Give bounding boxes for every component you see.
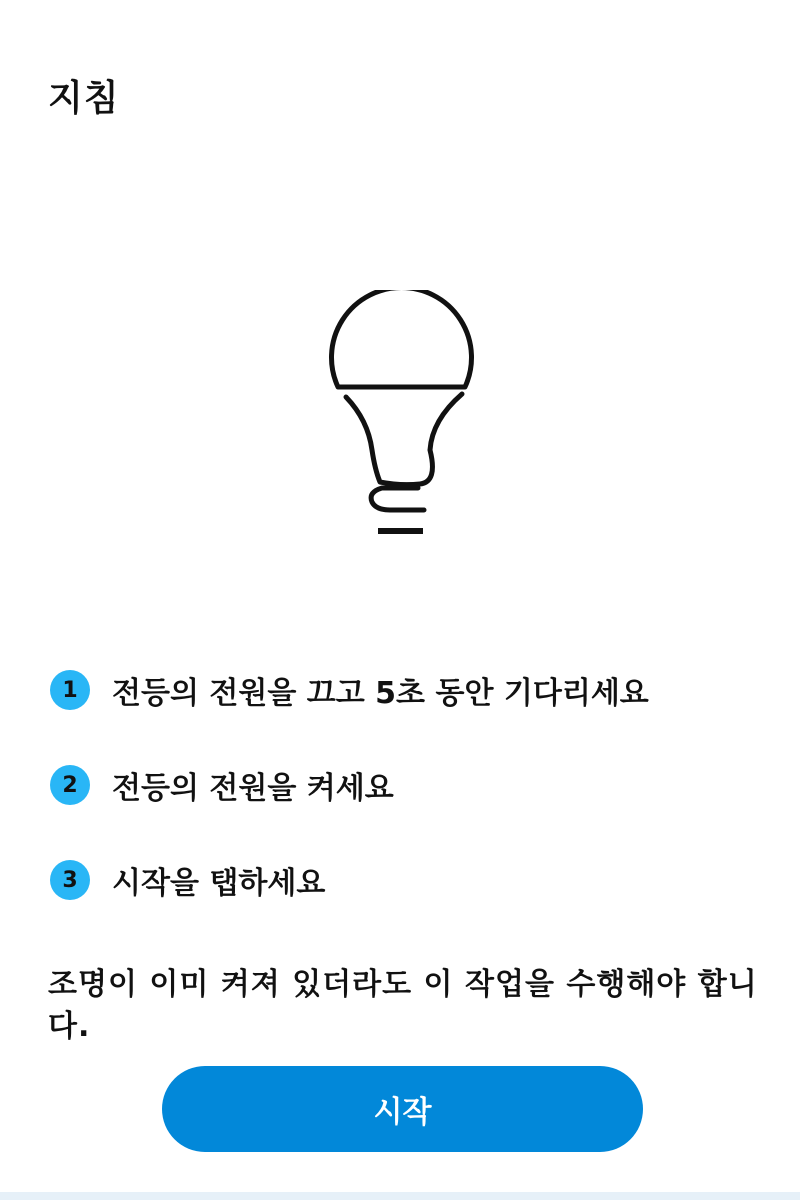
step-item (50, 855, 770, 905)
steps-list (50, 665, 770, 950)
step-item (50, 665, 770, 715)
step-number-badge: 3 (50, 860, 90, 900)
start-button-label: 시작 (373, 1096, 432, 1129)
page-title: 지침 (48, 78, 120, 119)
note-text: 조명이 이미 켜져 있더라도 이 작업을 수행해야 합니다. (48, 967, 758, 1044)
step-text: 시작을 탭하세요 (112, 866, 326, 901)
light-bulb-icon (320, 290, 480, 540)
step-text: 전등의 전원을 끄고 5초 동안 기다리세요 (112, 676, 649, 711)
step-number-badge: 1 (50, 670, 90, 710)
step-item (50, 760, 770, 810)
step-text: 전등의 전원을 켜세요 (112, 771, 394, 806)
start-button[interactable] (162, 1066, 643, 1152)
step-number-badge: 2 (50, 765, 90, 805)
navigation-bar-edge (0, 1192, 800, 1200)
